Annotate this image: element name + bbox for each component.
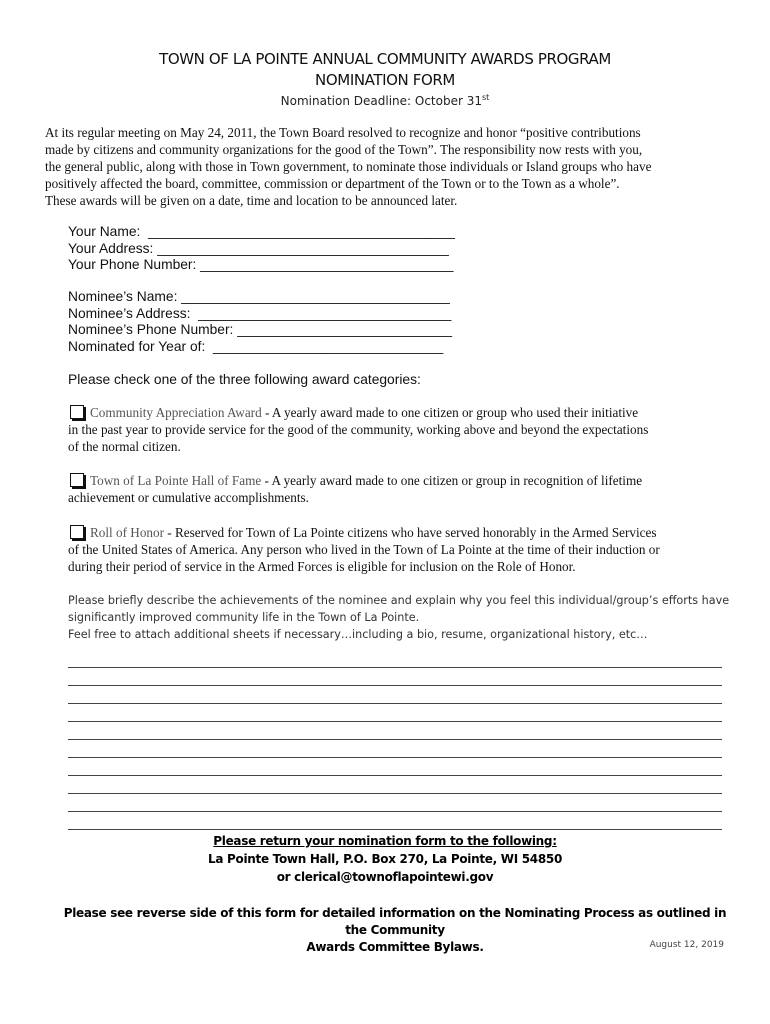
description-writing-area[interactable] (68, 650, 722, 830)
nomination-deadline (0, 93, 770, 108)
intro-line: At its regular meeting on May 24, 2011, the Town Board resolved to recognize and honor “positive contributions (45, 125, 641, 140)
award-name: Town of La Pointe Hall of Fame (90, 473, 262, 488)
form-title-line2: NOMINATION FORM (315, 71, 455, 89)
instruction-line: Feel free to attach additional sheets if necessary…including a bio, resume, organizational history, etc… (68, 628, 648, 641)
intro-line: These awards will be given on a date, time and location to be announced later. (45, 193, 458, 208)
award-description: during their period of service in the Armed Forces is eligible for inclusion on the Role of Honor. (68, 559, 576, 574)
nominee-name-field[interactable]: Nominee’s Name: ___________________________________ (68, 289, 450, 304)
award-description: of the United States of America. Any person who lived in the Town of La Pointe at the time of their induction or (68, 542, 660, 557)
instruction-line: significantly improved community life in the Town of La Pointe. (68, 611, 420, 624)
form-title-line1: TOWN OF LA POINTE ANNUAL COMMUNITY AWARDS PROGRAM (159, 50, 611, 68)
revision-date: August 12, 2019 (649, 940, 724, 950)
nominee-fields (68, 289, 488, 355)
writing-line[interactable] (68, 740, 722, 758)
award-description: - A yearly award made to one citizen or group in recognition of lifetime (261, 473, 643, 488)
award-description: achievement or cumulative accomplishments. (68, 490, 309, 505)
award-category-prompt: Please check one of the three following award categories: (68, 372, 421, 387)
intro-line: made by citizens and community organizations for the good of the Town”. The responsibility now rests with you, (45, 142, 643, 157)
award-description: - A yearly award made to one citizen or group who used their initiative (261, 405, 639, 420)
nominee-phone-field[interactable]: Nominee’s Phone Number: ____________________________ (68, 322, 453, 337)
award-name: Community Appreciation Award (90, 405, 262, 420)
your-name-field[interactable]: Your Name: ________________________________________ (68, 224, 455, 239)
nominated-year-field[interactable]: Nominated for Year of: ______________________________ (68, 338, 444, 354)
nominee-address-field[interactable]: Nominee’s Address: _________________________________ (68, 305, 452, 321)
writing-line[interactable] (68, 668, 722, 686)
writing-line[interactable] (68, 794, 722, 812)
see-reverse-line: Please see reverse side of this form for detailed information on the Nominating Process as outlined in the Community (63, 906, 727, 937)
return-email[interactable]: or clerical@townoflapointewi.gov (276, 870, 494, 884)
deadline-superscript: st (482, 93, 490, 102)
writing-line[interactable] (68, 812, 722, 830)
award-description: - Reserved for Town of La Pointe citizens who have served honorably in the Armed Services (164, 525, 657, 540)
return-address: La Pointe Town Hall, P.O. Box 270, La Pointe, WI 54850 (208, 852, 562, 866)
writing-line[interactable] (68, 686, 722, 704)
writing-line[interactable] (68, 758, 722, 776)
award-option-roll-of-honor (68, 524, 728, 575)
description-instructions (68, 592, 738, 643)
return-heading: Please return your nomination form to the following: (213, 834, 557, 848)
award-description: in the past year to provide service for the good of the community, working above and beyond the expectations (68, 422, 649, 437)
writing-line[interactable] (68, 722, 722, 740)
writing-line[interactable] (68, 776, 722, 794)
intro-line: positively affected the board, committee, commission or department of the Town or to the Town as a whole”. (45, 176, 620, 191)
see-reverse-line: Awards Committee Bylaws. (306, 940, 484, 954)
your-phone-field[interactable]: Your Phone Number: _________________________________ (68, 257, 454, 272)
award-option-hall-of-fame (68, 472, 728, 506)
intro-line: the general public, along with those in Town government, to nominate those individuals or Island groups who have (45, 159, 652, 174)
hall-of-fame-checkbox[interactable] (70, 473, 84, 487)
writing-line[interactable] (68, 704, 722, 722)
nominator-fields (68, 224, 488, 274)
writing-line[interactable] (68, 650, 722, 668)
roll-of-honor-checkbox[interactable] (70, 525, 84, 539)
award-description: of the normal citizen. (68, 439, 181, 454)
deadline-text: Nomination Deadline: October 31 (280, 94, 482, 108)
your-address-field[interactable]: Your Address: ______________________________________ (68, 240, 449, 256)
intro-paragraph (45, 124, 735, 209)
award-option-community-appreciation (68, 404, 728, 455)
instruction-line: Please briefly describe the achievements of the nominee and explain why you feel this individual/group’s efforts have (68, 594, 730, 607)
community-appreciation-checkbox[interactable] (70, 405, 84, 419)
award-name: Roll of Honor (90, 525, 164, 540)
